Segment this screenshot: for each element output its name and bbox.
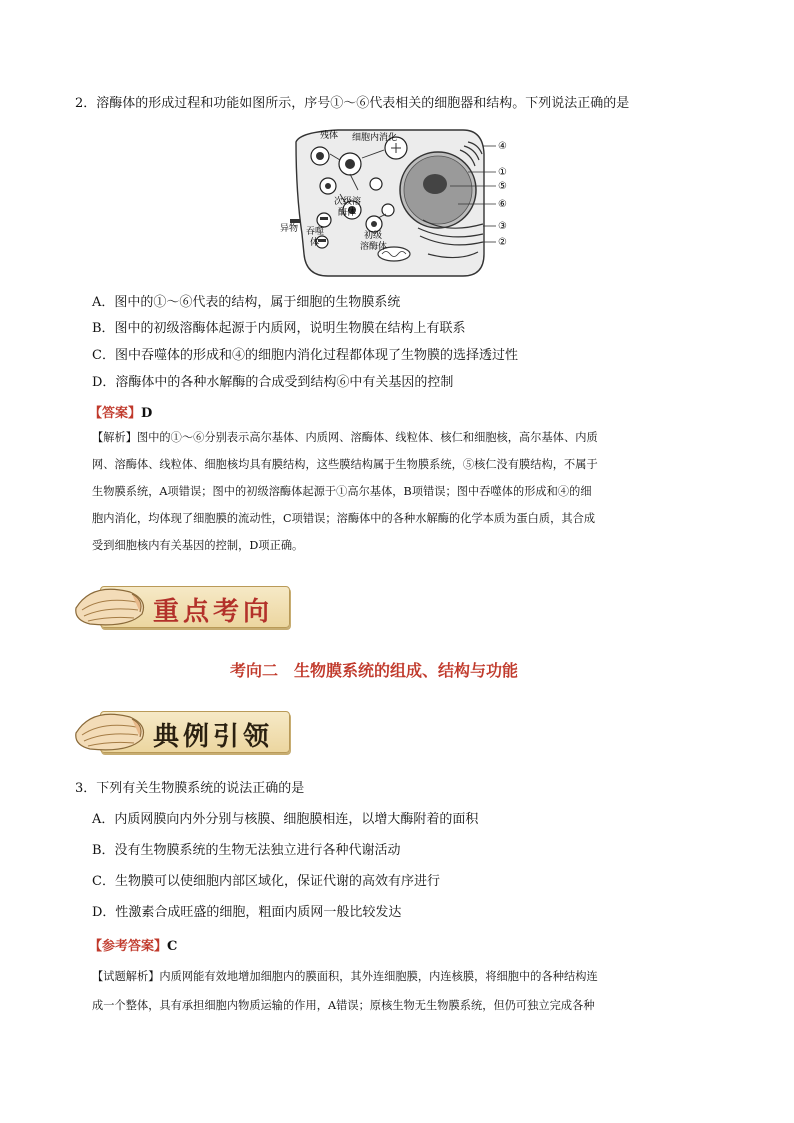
label-chujirongmeiti: 初级 bbox=[364, 231, 383, 241]
explanation-line: 【试题解析】内质网能有效地增加细胞内的膜面积，其外连细胞膜，内连核膜，将细胞中的各种结构连 bbox=[92, 970, 598, 983]
q3-answer bbox=[89, 935, 177, 954]
q3-option-c: C．生物膜可以使细胞内部区域化，保证代谢的高效有序进行 bbox=[92, 874, 440, 889]
lysosome-figure bbox=[278, 124, 514, 282]
svg-text:体: 体 bbox=[310, 238, 320, 248]
banner-dianliyinling bbox=[72, 703, 290, 757]
q2-answer bbox=[89, 402, 152, 421]
explanation-line: 网、溶酶体、线粒体、细胞核均具有膜结构，这些膜结构属于生物膜系统，⑤核仁没有膜结构，不属于 bbox=[92, 458, 598, 471]
q3-explanation bbox=[92, 962, 598, 1020]
q3-option-a: A．内质网膜向内外分别与核膜、细胞膜相连，以增大酶附着的面积 bbox=[92, 812, 479, 827]
answer-value: D bbox=[141, 406, 153, 421]
q2-option-a: A．图中的①～⑥代表的结构，属于细胞的生物膜系统 bbox=[92, 295, 401, 310]
cell-diagram bbox=[278, 124, 514, 282]
explanation-line: 胞内消化，均体现了细胞膜的流动性，C项错误；溶酶体中的各种水解酶的化学本质为蛋白质，其合成 bbox=[92, 512, 596, 525]
q3-option-d: D．性激素合成旺盛的细胞，粗面内质网一般比较发达 bbox=[92, 905, 402, 920]
answer-label: 【参考答案】 bbox=[89, 939, 168, 954]
banner-title: 重点考向 bbox=[153, 597, 274, 627]
q2-explanation bbox=[92, 424, 598, 559]
label-n4: ④ bbox=[498, 141, 507, 152]
q2-option-d: D．溶酶体中的各种水解酶的合成受到结构⑥中有关基因的控制 bbox=[92, 375, 454, 390]
svg-text:溶酶体: 溶酶体 bbox=[360, 242, 388, 252]
label-canti: 残体 bbox=[320, 131, 339, 141]
explanation-line: 成一个整体，具有承担细胞内物质运输的作用，A错误；原核生物无生物膜系统，但仍可独立完成各种 bbox=[92, 999, 595, 1012]
question-3-stem: 3．下列有关生物膜系统的说法正确的是 bbox=[75, 781, 305, 796]
q3-option-b: B．没有生物膜系统的生物无法独立进行各种代谢活动 bbox=[92, 843, 401, 858]
label-cijirongmeiti: 次级溶 bbox=[334, 197, 362, 207]
section-title: 考向二 生物膜系统的组成、结构与功能 bbox=[230, 661, 519, 680]
explanation-line: 受到细胞核内有关基因的控制，D项正确。 bbox=[92, 539, 304, 552]
banner-title: 典例引领 bbox=[153, 722, 274, 752]
label-n2: ② bbox=[498, 237, 507, 248]
question-2-stem: 2．溶酶体的形成过程和功能如图所示，序号①～⑥代表相关的细胞器和结构。下列说法正确的是 bbox=[75, 96, 630, 111]
shell-icon bbox=[72, 703, 152, 757]
answer-label: 【答案】 bbox=[89, 406, 142, 421]
label-n1: ① bbox=[498, 167, 507, 178]
label-tunshiti: 吞噬 bbox=[306, 227, 325, 237]
q2-option-c: C．图中吞噬体的形成和④的细胞内消化过程都体现了生物膜的选择透过性 bbox=[92, 348, 518, 363]
explanation-line: 生物膜系统，A项错误；图中的初级溶酶体起源于①高尔基体，B项错误；图中吞噬体的形成和④的细 bbox=[92, 485, 592, 498]
svg-text:酶体: 酶体 bbox=[338, 208, 357, 218]
banner-zhongdiankaoxiang bbox=[72, 578, 290, 632]
label-n3: ③ bbox=[498, 221, 507, 232]
q2-option-b: B．图中的初级溶酶体起源于内质网，说明生物膜在结构上有联系 bbox=[92, 321, 466, 336]
explanation-line: 【解析】图中的①～⑥分别表示高尔基体、内质网、溶酶体、线粒体、核仁和细胞核，高尔基体、内质 bbox=[92, 431, 598, 444]
label-n5: ⑤ bbox=[498, 181, 507, 192]
answer-value: C bbox=[167, 939, 178, 954]
label-yiwu: 异物 bbox=[280, 224, 299, 234]
shell-icon bbox=[72, 578, 152, 632]
label-n6: ⑥ bbox=[498, 199, 507, 210]
label-xibaoneixiaohua: 细胞内消化 bbox=[352, 133, 398, 143]
